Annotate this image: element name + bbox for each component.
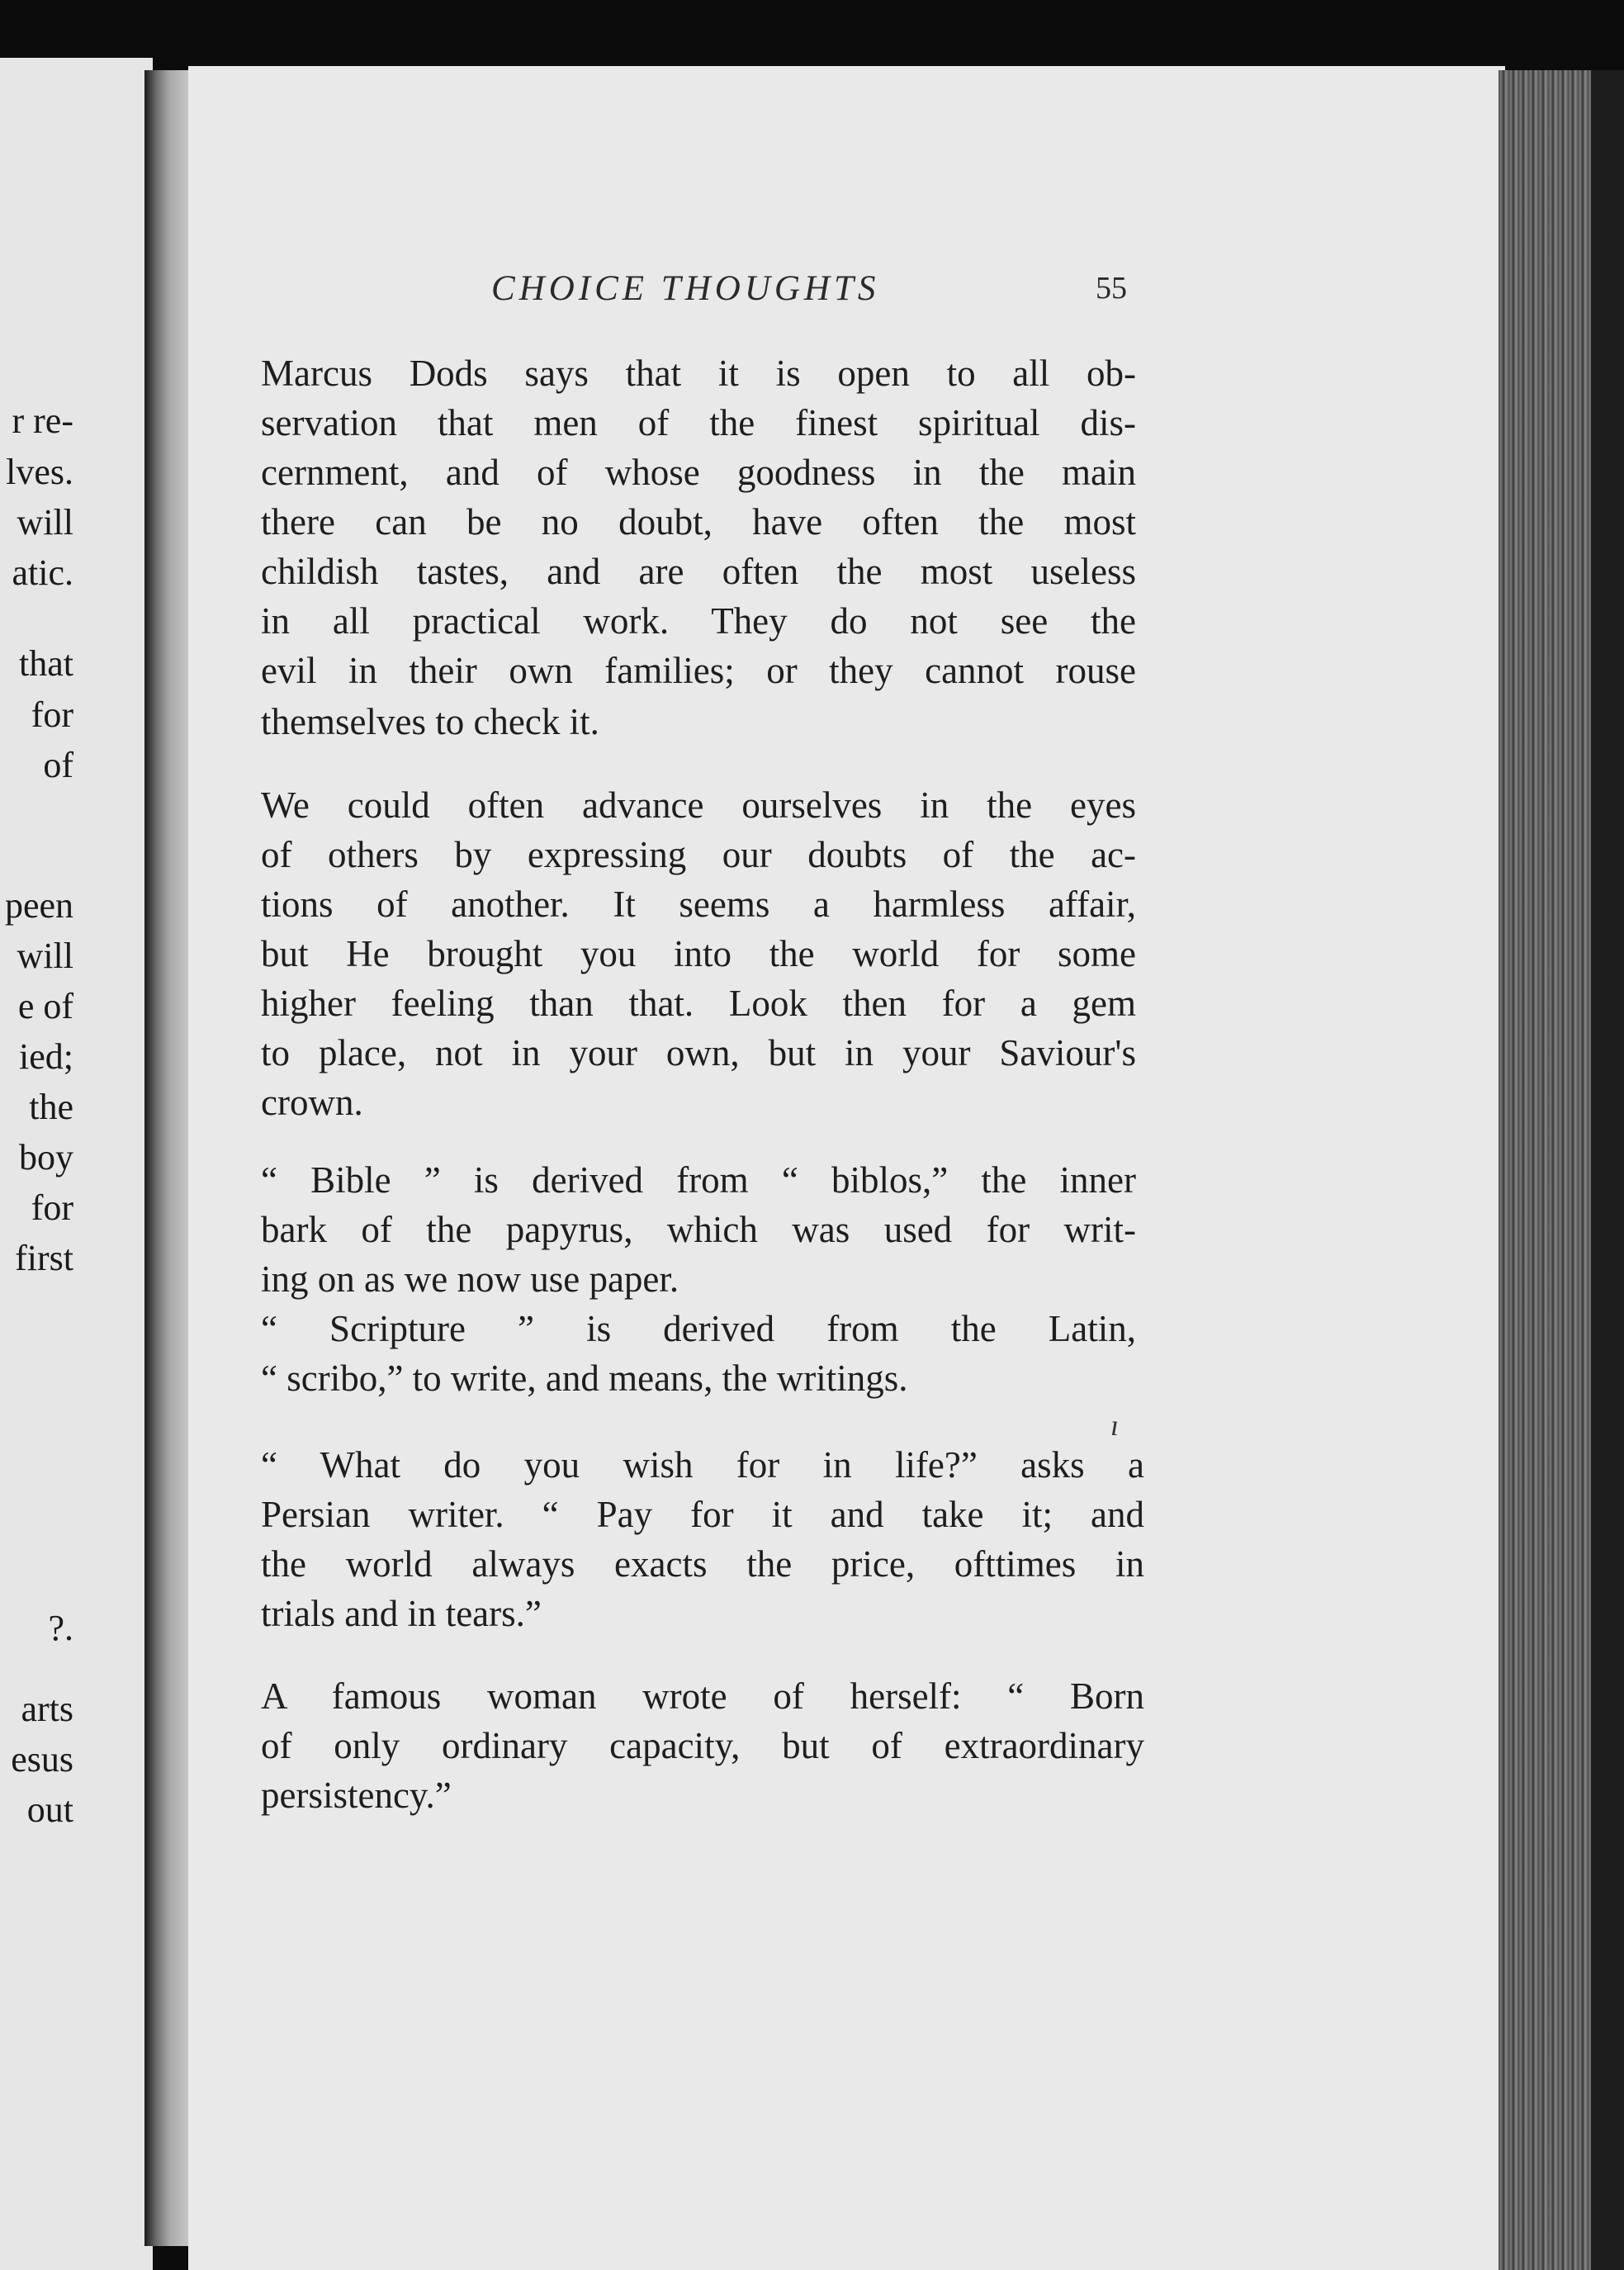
facing-page-fragment: that [19, 643, 73, 684]
facing-page-fragment: ied; [19, 1036, 73, 1077]
facing-page-fragment: esus [11, 1739, 73, 1780]
facing-page-fragment: atic. [12, 552, 73, 593]
text-line: A famous woman wrote of herself: “ Born [261, 1675, 1144, 1717]
facing-page-fragment: arts [21, 1689, 73, 1729]
text-line: higher feeling than that. Look then for a gem [261, 983, 1136, 1024]
facing-page-fragment: the [29, 1087, 73, 1127]
facing-page-fragment: for [31, 1187, 73, 1228]
book-gutter [144, 70, 190, 2246]
text-line: Persian writer. “ Pay for it and take it; and [261, 1494, 1144, 1535]
text-line: trials and in tears.” [261, 1593, 542, 1634]
facing-page-fragment: lves. [6, 452, 73, 492]
text-line: “ Bible ” is derived from “ biblos,” the inner [261, 1159, 1136, 1201]
text-line: Marcus Dods says that it is open to all ob- [261, 353, 1136, 394]
text-line: themselves to check it. [261, 701, 599, 742]
page-number: 55 [1096, 271, 1127, 306]
facing-page-fragment: boy [19, 1137, 73, 1178]
print-speck: ı [1110, 1409, 1120, 1442]
text-line: in all practical work. They do not see the [261, 600, 1136, 642]
facing-page-fragment: e of [17, 986, 73, 1026]
text-line: bark of the papyrus, which was used for writ- [261, 1209, 1136, 1250]
facing-page [0, 58, 153, 2270]
text-line: We could often advance ourselves in the eyes [261, 784, 1136, 826]
facing-page-fragment: out [26, 1789, 73, 1830]
text-line: “ Scripture ” is derived from the Latin, [261, 1308, 1136, 1349]
text-line: “ scribo,” to write, and means, the writings. [261, 1358, 908, 1399]
facing-page-fragment: first [15, 1238, 73, 1278]
text-line: of only ordinary capacity, but of extraordinary [261, 1725, 1144, 1766]
text-line: childish tastes, and are often the most useless [261, 551, 1136, 592]
text-line: crown. [261, 1082, 363, 1123]
text-line: of others by expressing our doubts of the ac- [261, 834, 1136, 875]
text-line: persistency.” [261, 1775, 452, 1816]
text-line: “ What do you wish for in life?” asks a [261, 1444, 1144, 1486]
text-line: to place, not in your own, but in your Saviour's [261, 1032, 1136, 1073]
text-line: servation that men of the finest spiritual dis- [261, 402, 1136, 443]
text-line: evil in their own families; or they cannot rouse [261, 650, 1136, 691]
facing-page-fragment: for [31, 694, 73, 735]
text-line: the world always exacts the price, ofttimes in [261, 1543, 1144, 1585]
text-line: ing on as we now use paper. [261, 1258, 679, 1300]
facing-page-fragment: r re- [12, 400, 73, 441]
running-title: CHOICE THOUGHTS [491, 269, 880, 308]
facing-page-fragment: will [17, 502, 73, 543]
facing-page-fragment: will [17, 936, 73, 976]
facing-page-fragment: ?. [48, 1608, 73, 1648]
facing-page-fragment: of [43, 745, 73, 785]
text-line: tions of another. It seems a harmless affair, [261, 884, 1136, 925]
text-line: cernment, and of whose goodness in the main [261, 452, 1136, 493]
page-edges [1499, 70, 1624, 2270]
text-line: there can be no doubt, have often the most [261, 501, 1136, 543]
text-line: but He brought you into the world for some [261, 933, 1136, 974]
facing-page-fragment: peen [4, 885, 73, 926]
